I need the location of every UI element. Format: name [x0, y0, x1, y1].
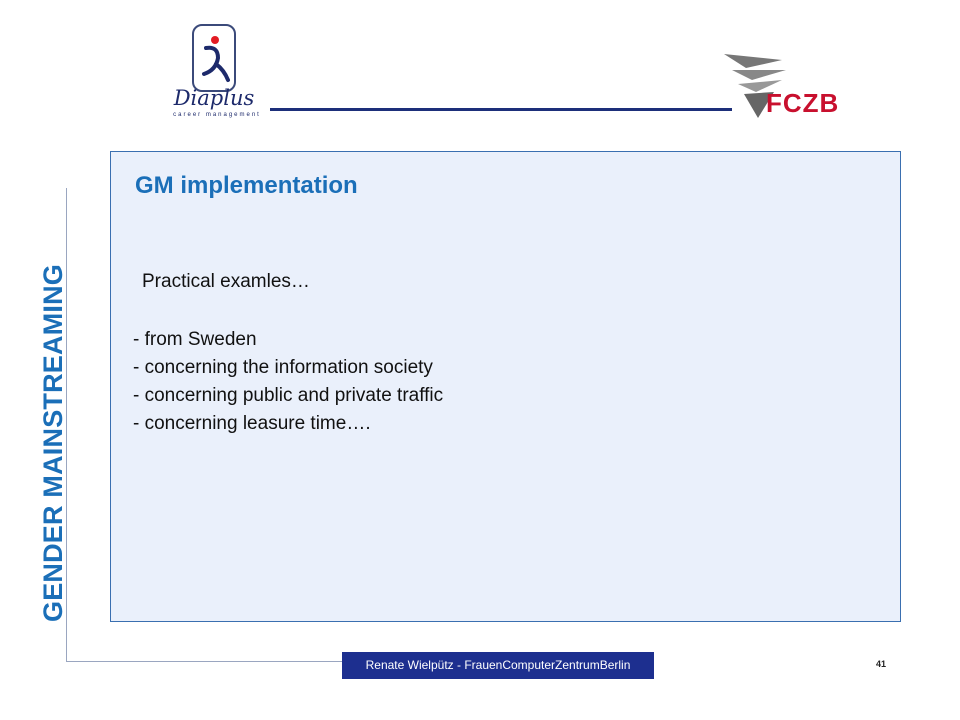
bullet-list: [133, 326, 443, 438]
diaplus-logo: [162, 22, 266, 122]
list-item: - from Sweden: [133, 329, 257, 350]
header-divider: [270, 108, 732, 111]
page-number: 41: [876, 659, 887, 669]
side-horizontal-line: [66, 661, 342, 662]
footer-credit: Renate Wielpütz - FrauenComputerZentrumBerlin: [342, 652, 654, 679]
side-title: GENDER MAINSTREAMING: [38, 263, 68, 622]
slide-title: GM implementation: [135, 172, 358, 199]
figure-icon: [194, 26, 234, 90]
diaplus-tagline: career management: [173, 112, 261, 118]
fczb-wordmark: FCZB: [766, 88, 840, 118]
list-item: - concerning the information society: [133, 357, 433, 378]
intro-text: Practical examles…: [142, 271, 310, 292]
diaplus-logo-mark: [192, 24, 236, 92]
content-panel: [110, 151, 901, 622]
list-item: - concerning public and private traffic: [133, 385, 444, 406]
diaplus-wordmark: Diaplus: [173, 86, 255, 110]
fczb-logo: [722, 52, 840, 122]
list-item: - concerning leasure time….: [133, 413, 371, 434]
